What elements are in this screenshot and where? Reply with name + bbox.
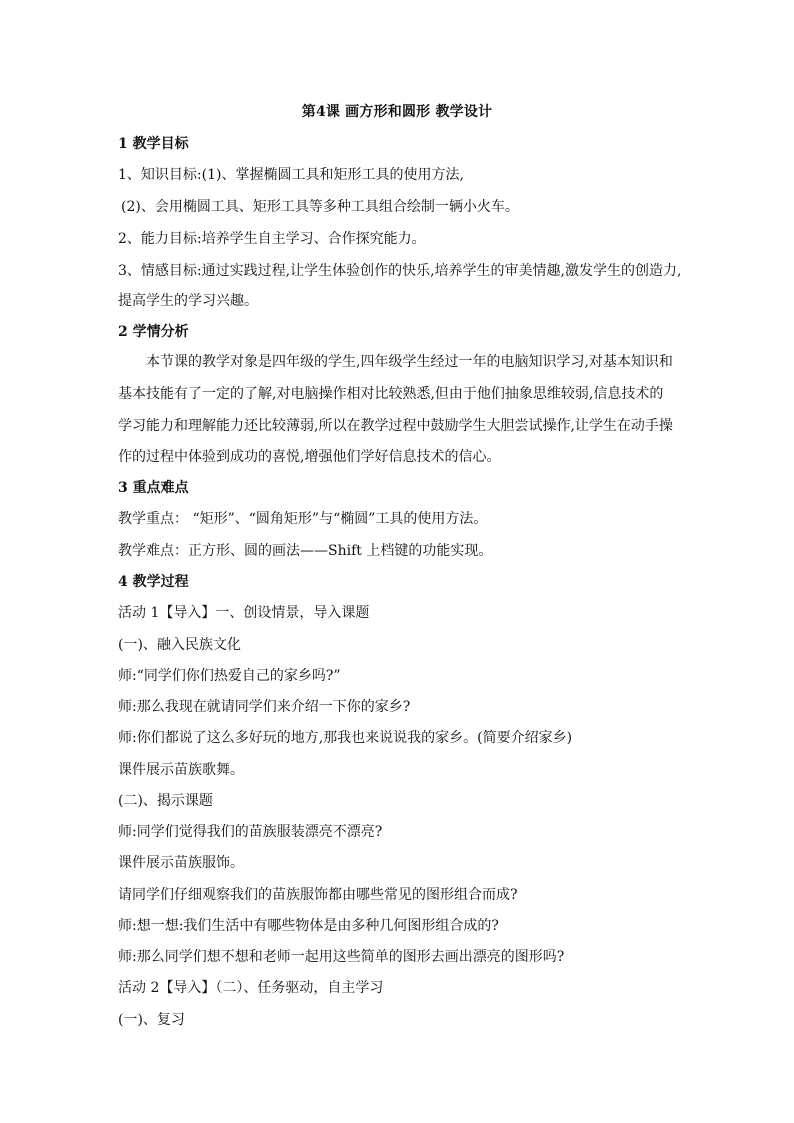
section-heading-analysis: 2 学情分析 xyxy=(118,324,189,340)
paragraph-line: 请同学们仔细观察我们的苗族服饰都由哪些常见的图形组合而成? xyxy=(118,887,518,903)
paragraph-line: 师:那么我现在就请同学们来介绍一下你的家乡? xyxy=(118,699,411,715)
paragraph-line: (一)、融入民族文化 xyxy=(118,637,241,653)
paragraph-line: 活动 2【导入】（二）、任务驱动，自主学习 xyxy=(118,980,384,996)
paragraph-line: 2、能力目标:培养学生自主学习、合作探究能力。 xyxy=(118,231,426,247)
section-heading-objectives: 1 教学目标 xyxy=(118,136,189,152)
section-heading-process: 4 教学过程 xyxy=(118,574,189,590)
paragraph-line: 课件展示苗族歌舞。 xyxy=(118,762,244,778)
paragraph-line: 教学难点：正方形、圆的画法——Shift 上档键的功能实现。 xyxy=(118,543,493,559)
paragraph-line: 教学重点： “矩形”、“圆角矩形”与“椭圆”工具的使用方法。 xyxy=(118,511,488,527)
paragraph-line: 课件展示苗族服饰。 xyxy=(118,855,244,871)
paragraph-line: (2)、会用椭圆工具、矩形工具等多种工具组合绘制一辆小火车。 xyxy=(121,199,519,215)
section-heading-key-points: 3 重点难点 xyxy=(118,480,189,496)
paragraph-line: 基本技能有了一定的了解,对电脑操作相对比较熟悉,但由于他们抽象思维较弱,信息技术的 xyxy=(118,386,664,402)
paragraph-line: (一)、复习 xyxy=(118,1012,185,1028)
paragraph-line: 师:你们都说了这么多好玩的地方,那我也来说说我的家乡。(简要介绍家乡) xyxy=(118,730,573,746)
paragraph-line: 提高学生的学习兴趣。 xyxy=(118,293,258,309)
paragraph-line: 3、情感目标:通过实践过程,让学生体验创作的快乐,培养学生的审美情趣,激发学生的创造力, xyxy=(118,263,682,279)
paragraph-line: 学习能力和理解能力还比较薄弱,所以在教学过程中鼓励学生大胆尝试操作,让学生在动手操 xyxy=(118,418,673,434)
paragraph-line: 活动 1【导入】一、创设情景，导入课题 xyxy=(118,605,370,621)
paragraph-line: 师:那么同学们想不想和老师一起用这些简单的图形去画出漂亮的图形吗? xyxy=(118,949,565,965)
paragraph-line: 作的过程中体验到成功的喜悦,增强他们学好信息技术的信心。 xyxy=(118,449,501,465)
paragraph-line: 师:同学们觉得我们的苗族服装漂亮不漂亮? xyxy=(118,824,383,840)
paragraph-line: (二)、揭示课题 xyxy=(118,793,213,809)
paragraph-line: 师:“同学们你们热爱自己的家乡吗?” xyxy=(118,668,341,684)
paragraph-line: 1、知识目标:(1)、掌握椭圆工具和矩形工具的使用方法, xyxy=(118,167,464,183)
document-title: 第4课 画方形和圆形 教学设计 xyxy=(301,104,493,120)
paragraph-line: 本节课的教学对象是四年级的学生,四年级学生经过一年的电脑知识学习,对基本知识和 xyxy=(146,354,673,370)
paragraph-line: 师:想一想:我们生活中有哪些物体是由多种几何图形组合成的? xyxy=(118,918,499,934)
